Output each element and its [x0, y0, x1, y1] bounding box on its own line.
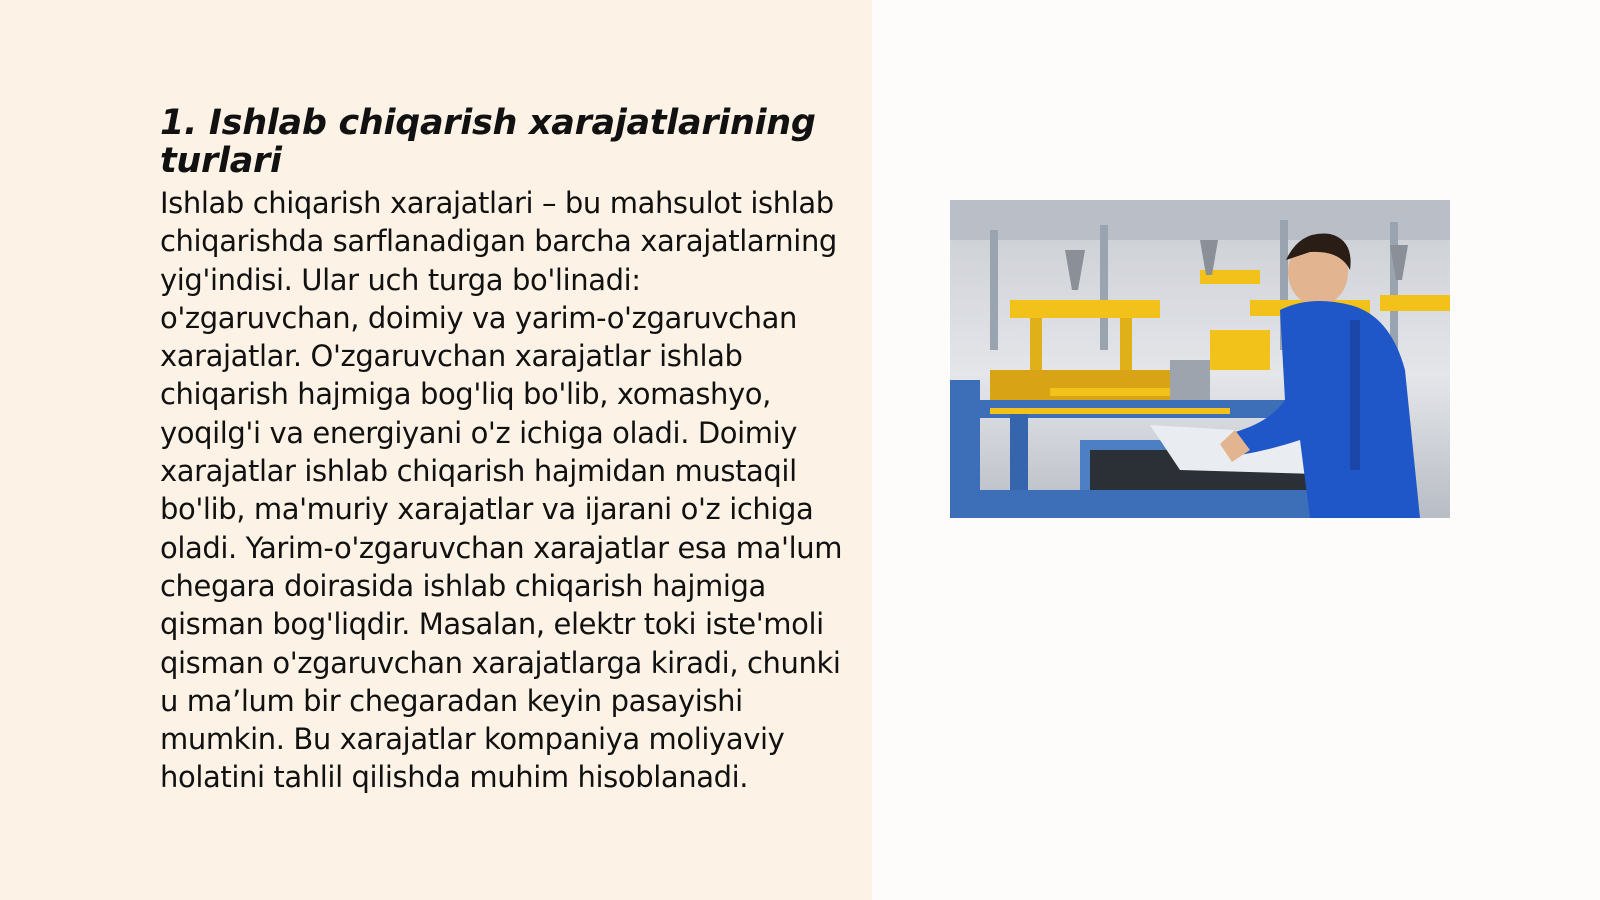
- factory-photo-illustration: [950, 200, 1450, 518]
- slide-body-text: Ishlab chiqarish xarajatlari – bu mahsulot ishlab chiqarishda sarflanadigan barcha xarajatlarning yig'indisi. Ular uch turga bo'linadi: o'zgaruvchan, doimiy va yarim-o'zgaruvchan xarajatlar. O'zgaruvchan xarajatlar ishlab chiqarish hajmiga bog'liq bo'lib, xomashyo, yoqilg'i va energiyani o'z ichiga oladi. Doimiy xarajatlar ishlab chiqarish hajmidan mustaqil bo'lib, ma'muriy xarajatlar va ijarani o'z ichiga oladi. Yarim-o'zgaruvchan xarajatlar esa ma'lum chegara doirasida ishlab chiqarish hajmiga qisman bog'liqdir. Masalan, elektr toki iste'moli qisman o'zgaruvchan xarajatlarga kiradi, chunki u ma’lum bir chegaradan keyin pasayishi mumkin. Bu xarajatlar kompaniya moliyaviy holatini tahlil qilishda muhim hisoblanadi.: [160, 186, 843, 795]
- factory-worker-photo: [950, 200, 1450, 518]
- slide-title: 1. Ishlab chiqarish xarajatlarining turlari: [160, 103, 816, 181]
